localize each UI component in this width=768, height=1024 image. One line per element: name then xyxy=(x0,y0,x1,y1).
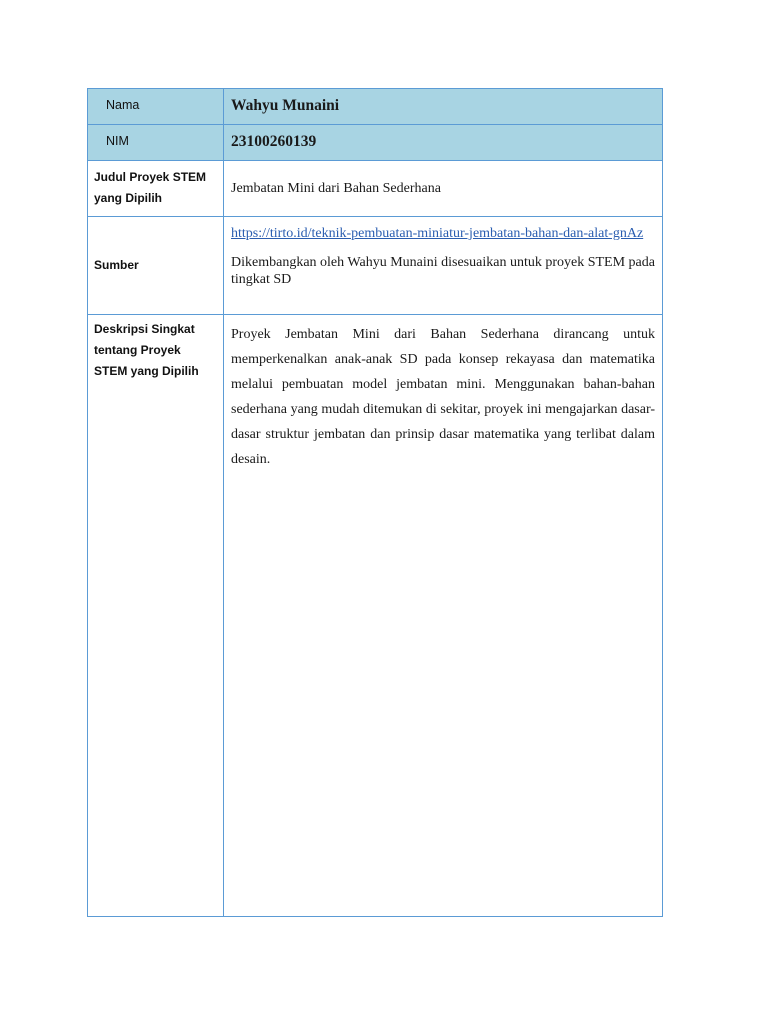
sumber-link[interactable]: https://tirto.id/teknik-pembuatan-miniatur-jembatan-bahan-dan-alat-gnAz xyxy=(231,226,644,241)
judul-label: Judul Proyek STEM yang Dipilih xyxy=(88,161,224,217)
sumber-value xyxy=(224,217,662,315)
deskripsi-label: Deskripsi Singkat tentang Proyek STEM yang Dipilih xyxy=(88,315,224,916)
sumber-note: Dikembangkan oleh Wahyu Munaini disesuaikan untuk proyek STEM pada tingkat SD xyxy=(231,255,655,287)
deskripsi-value: Proyek Jembatan Mini dari Bahan Sederhana dirancang untuk memperkenalkan anak-anak SD pada konsep rekayasa dan matematika melalui pembuatan model jembatan mini. Menggunakan bahan-bahan sederhana yang mudah ditemukan di sekitar, proyek ini mengajarkan dasar-dasar struktur jembatan dan prinsip dasar matematika yang terlibat dalam desain. xyxy=(231,327,655,467)
nama-value: Wahyu Munaini xyxy=(224,89,662,125)
project-form-table xyxy=(87,88,663,917)
sumber-label: Sumber xyxy=(88,217,224,315)
nim-label: NIM xyxy=(88,125,224,161)
judul-value: Jembatan Mini dari Bahan Sederhana xyxy=(224,161,662,217)
nama-label: Nama xyxy=(88,89,224,125)
nim-value: 23100260139 xyxy=(224,125,662,161)
